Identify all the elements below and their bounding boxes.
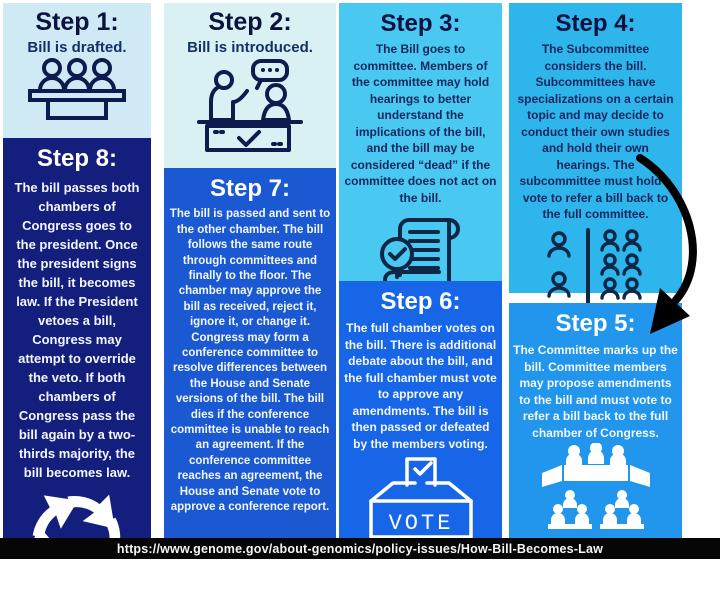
step-1-subtitle: Bill is drafted.	[27, 38, 127, 56]
step-8-card	[3, 138, 151, 538]
speaker-podium-icon	[191, 58, 309, 154]
vote-label: VOTE	[388, 511, 453, 537]
source-url-link[interactable]: https://www.genome.gov/about-genomics/policy-issues/How-Bill-Becomes-Law	[116, 541, 604, 556]
step-1-card	[3, 3, 151, 138]
step-5-title: Step 5:	[555, 310, 636, 337]
step-2-title: Step 2:	[208, 8, 292, 36]
footer-bar	[0, 538, 720, 559]
step-3-body: The Bill goes to committee. Members of the committee may hold hearings to better understand the implications of the bill, and the bill may be considered “dead” if the committee does not act on the bill.	[344, 42, 497, 205]
committee-panel-icon	[536, 443, 656, 531]
step-3-title: Step 3:	[380, 10, 461, 37]
step-4-body: The Subcommittee considers the bill. Subcommittees have specializations on a certain topic and may decide to conduct their own studies and hold their own hearings. The subcommittee must hold a vote to refer a bill back to the full committee.	[517, 42, 674, 222]
drafting-committee-desk-icon	[22, 56, 132, 122]
step-7-title: Step 7:	[209, 175, 290, 202]
step-7-body: The bill is passed and sent to the other chamber. The bill follows the same route through committees and finally to the floor. The chamber may approve the bill as received, reject it, ignore it, or change it. Congress may form a conference committee to resolve differences between the House and Senate versions of the bill. The bill dies if the conference committee is unable to reach an agreement. If the conference committee reaches an agreement, the House and Senate vote to approve a conference report.	[169, 208, 331, 514]
step-2-subtitle: Bill is introduced.	[187, 38, 313, 56]
step-5-body: The Committee marks up the bill. Committee members may propose amendments to the bill and must vote to refer a bill back to the full chamber of Congress.	[513, 343, 678, 440]
step-6-title: Step 6:	[380, 288, 461, 315]
ballot-box-icon	[363, 455, 479, 541]
step-2-card	[164, 3, 336, 168]
step-8-title: Step 8:	[36, 145, 117, 172]
step-6-card	[339, 281, 502, 538]
step4-to-step5-arrow-icon	[630, 148, 720, 343]
step-4-title: Step 4:	[555, 10, 636, 37]
step-7-card	[164, 168, 336, 538]
step-6-body: The full chamber votes on the bill. There is additional debate about the bill, and the full chamber must vote to approve any amendments. The bill is then passed or defeated by the members voting.	[344, 321, 497, 451]
step-3-card	[339, 3, 502, 281]
step-1-title: Step 1:	[35, 8, 119, 36]
step-8-body: The bill passes both chambers of Congress goes to the president. Once the president signs the bill, it becomes law. If the President vetoes a bill, Congress may attempt to override the veto. If both chambers of Congress pass the bill again by a two-thirds majority, the bill becomes law.	[14, 180, 140, 481]
